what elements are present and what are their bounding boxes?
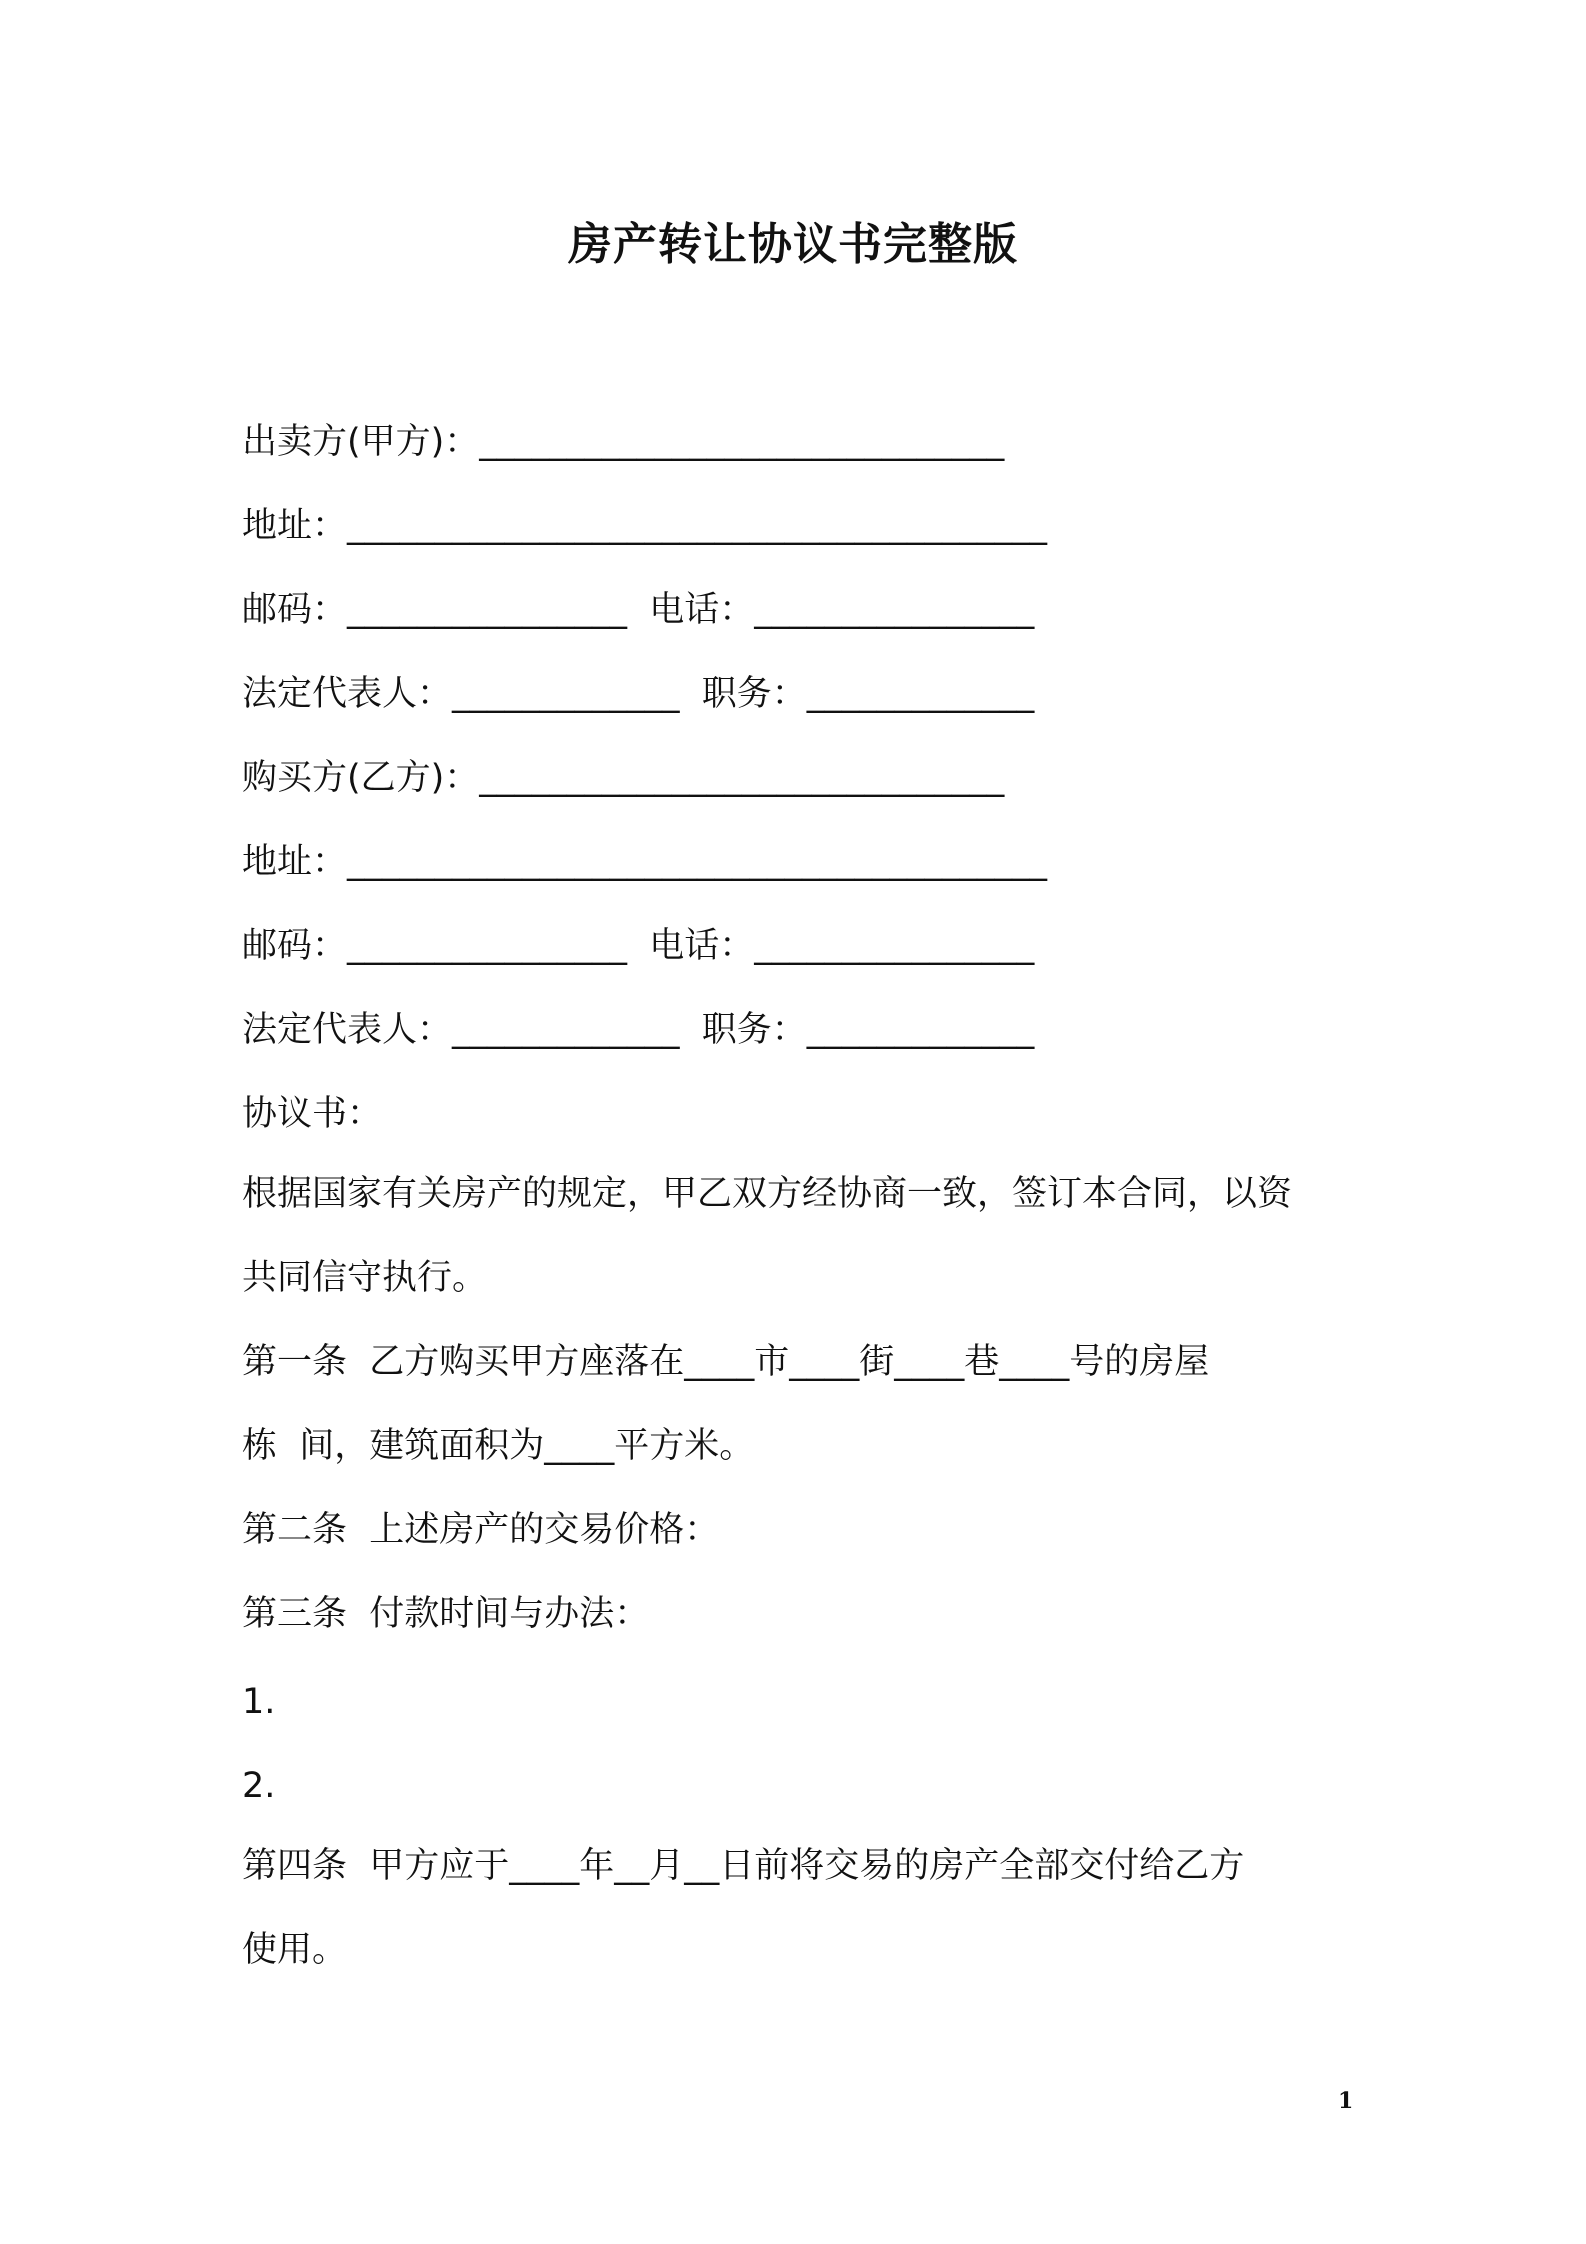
buyer-address-line: 地址：________________________________________ — [242, 842, 1048, 882]
buyer-postcode-phone-line: 邮码：________________ 电话：________________ — [242, 926, 1035, 966]
document-title: 房产转让协议书完整版 — [568, 219, 1018, 270]
seller-representative-line: 法定代表人：_____________ 职务：_____________ — [242, 674, 1035, 714]
article-1-line-2: 栋 间，建筑面积为____平方米。 — [242, 1426, 755, 1466]
seller-postcode-phone-line: 邮码：________________ 电话：________________ — [242, 590, 1035, 630]
seller-address-line: 地址：________________________________________ — [242, 506, 1048, 546]
article-4-line-1: 第四条 甲方应于____年__月__日前将交易的房产全部交付给乙方 — [242, 1846, 1245, 1886]
article-2: 第二条 上述房产的交易价格： — [242, 1510, 720, 1550]
article-3-item-1: 1. — [242, 1682, 276, 1722]
agreement-heading: 协议书： — [242, 1094, 383, 1134]
seller-name-line: 出卖方(甲方)：______________________________ — [242, 422, 1005, 462]
article-4-line-2: 使用。 — [242, 1930, 348, 1970]
page-number: 1 — [1338, 2088, 1354, 2114]
preamble-line-2: 共同信守执行。 — [242, 1258, 488, 1298]
article-1-line-1: 第一条 乙方购买甲方座落在____市____街____巷____号的房屋 — [242, 1342, 1210, 1382]
article-3: 第三条 付款时间与办法： — [242, 1594, 650, 1634]
buyer-representative-line: 法定代表人：_____________ 职务：_____________ — [242, 1010, 1035, 1050]
article-3-item-2: 2. — [242, 1766, 276, 1806]
buyer-name-line: 购买方(乙方)：______________________________ — [242, 758, 1005, 798]
preamble-line-1: 根据国家有关房产的规定，甲乙双方经协商一致，签订本合同，以资 — [242, 1174, 1293, 1214]
